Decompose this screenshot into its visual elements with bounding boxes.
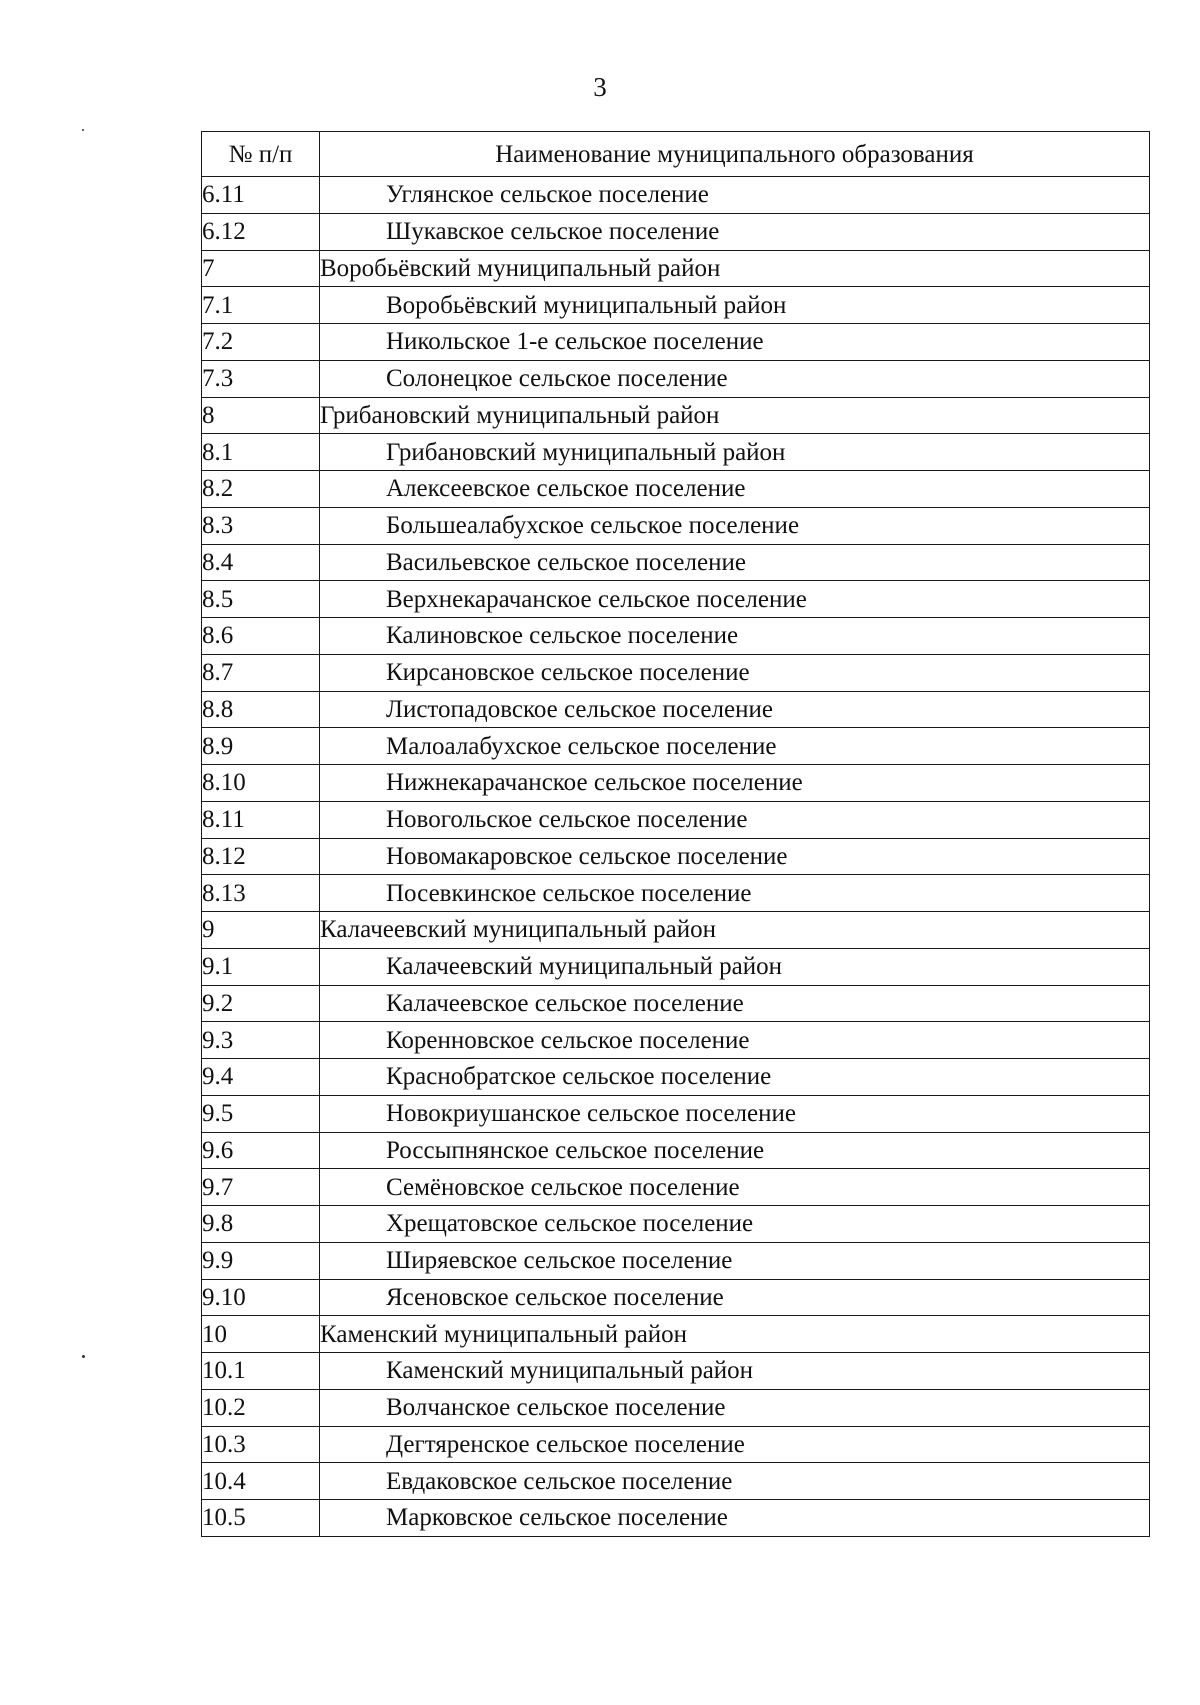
municipality-name: Калачеевский муниципальный район bbox=[320, 948, 1150, 985]
row-number: 10.2 bbox=[202, 1389, 320, 1426]
municipality-name: Евдаковское сельское поселение bbox=[320, 1463, 1150, 1500]
municipality-name: Новогольское сельское поселение bbox=[320, 801, 1150, 838]
row-number: 8.9 bbox=[202, 728, 320, 765]
table-row bbox=[202, 1132, 1150, 1169]
row-number: 10.3 bbox=[202, 1426, 320, 1463]
municipality-name: Большеалабухское сельское поселение bbox=[320, 507, 1150, 544]
table-row bbox=[202, 287, 1150, 324]
table-row bbox=[202, 654, 1150, 691]
table-row bbox=[202, 250, 1150, 287]
municipality-name: Калачеевское сельское поселение bbox=[320, 985, 1150, 1022]
scan-speck bbox=[82, 129, 84, 131]
municipality-name: Кирсановское сельское поселение bbox=[320, 654, 1150, 691]
table-row bbox=[202, 1389, 1150, 1426]
row-number: 9.10 bbox=[202, 1279, 320, 1316]
row-number: 9.3 bbox=[202, 1022, 320, 1059]
municipality-name: Марковское сельское поселение bbox=[320, 1500, 1150, 1537]
row-number: 9.1 bbox=[202, 948, 320, 985]
table-row bbox=[202, 507, 1150, 544]
table-row bbox=[202, 324, 1150, 361]
table-row bbox=[202, 544, 1150, 581]
row-number: 9.4 bbox=[202, 1059, 320, 1096]
table-row bbox=[202, 213, 1150, 250]
table-row bbox=[202, 1022, 1150, 1059]
municipality-name: Россыпнянское сельское поселение bbox=[320, 1132, 1150, 1169]
municipality-name: Воробьёвский муниципальный район bbox=[320, 287, 1150, 324]
table-row bbox=[202, 765, 1150, 802]
row-number: 7 bbox=[202, 250, 320, 287]
municipality-name: Коренновское сельское поселение bbox=[320, 1022, 1150, 1059]
row-number: 8.3 bbox=[202, 507, 320, 544]
table-row bbox=[202, 1500, 1150, 1537]
row-number: 9.6 bbox=[202, 1132, 320, 1169]
municipality-name: Семёновское сельское поселение bbox=[320, 1169, 1150, 1206]
table-header-row bbox=[202, 132, 1150, 177]
table-row bbox=[202, 618, 1150, 655]
row-number: 8.1 bbox=[202, 434, 320, 471]
table-row bbox=[202, 1169, 1150, 1206]
row-number: 9.9 bbox=[202, 1242, 320, 1279]
municipality-name: Нижнекарачанское сельское поселение bbox=[320, 765, 1150, 802]
table-row bbox=[202, 838, 1150, 875]
table-row bbox=[202, 471, 1150, 508]
row-number: 10.1 bbox=[202, 1353, 320, 1390]
table-row bbox=[202, 1206, 1150, 1243]
municipality-name: Волчанское сельское поселение bbox=[320, 1389, 1150, 1426]
municipality-name: Каменский муниципальный район bbox=[320, 1316, 1150, 1353]
municipality-name: Грибановский муниципальный район bbox=[320, 397, 1150, 434]
municipality-name: Грибановский муниципальный район bbox=[320, 434, 1150, 471]
municipality-name: Хрещатовское сельское поселение bbox=[320, 1206, 1150, 1243]
row-number: 8.4 bbox=[202, 544, 320, 581]
row-number: 9.5 bbox=[202, 1095, 320, 1132]
municipality-name: Верхнекарачанское сельское поселение bbox=[320, 581, 1150, 618]
row-number: 9.8 bbox=[202, 1206, 320, 1243]
row-number: 8 bbox=[202, 397, 320, 434]
column-header-name: Наименование муниципального образования bbox=[320, 132, 1150, 177]
table-row bbox=[202, 875, 1150, 912]
municipality-name: Калачеевский муниципальный район bbox=[320, 912, 1150, 949]
municipality-name: Новокриушанское сельское поселение bbox=[320, 1095, 1150, 1132]
row-number: 8.5 bbox=[202, 581, 320, 618]
table-row bbox=[202, 728, 1150, 765]
municipalities-table bbox=[201, 131, 1150, 1537]
row-number: 9 bbox=[202, 912, 320, 949]
municipality-name: Дегтяренское сельское поселение bbox=[320, 1426, 1150, 1463]
row-number: 8.11 bbox=[202, 801, 320, 838]
municipality-name: Малоалабухское сельское поселение bbox=[320, 728, 1150, 765]
row-number: 7.2 bbox=[202, 324, 320, 361]
municipality-name: Краснобратское сельское поселение bbox=[320, 1059, 1150, 1096]
municipality-name: Ширяевское сельское поселение bbox=[320, 1242, 1150, 1279]
municipality-name: Листопадовское сельское поселение bbox=[320, 691, 1150, 728]
table-row bbox=[202, 801, 1150, 838]
table-row bbox=[202, 948, 1150, 985]
scan-speck bbox=[82, 1355, 85, 1358]
municipality-name: Никольское 1-е сельское поселение bbox=[320, 324, 1150, 361]
municipality-name: Новомакаровское сельское поселение bbox=[320, 838, 1150, 875]
row-number: 7.3 bbox=[202, 360, 320, 397]
row-number: 8.10 bbox=[202, 765, 320, 802]
municipality-name: Шукавское сельское поселение bbox=[320, 213, 1150, 250]
row-number: 8.2 bbox=[202, 471, 320, 508]
row-number: 10.4 bbox=[202, 1463, 320, 1500]
table-row bbox=[202, 1242, 1150, 1279]
row-number: 8.7 bbox=[202, 654, 320, 691]
municipality-name: Васильевское сельское поселение bbox=[320, 544, 1150, 581]
table-row bbox=[202, 1426, 1150, 1463]
table-row bbox=[202, 691, 1150, 728]
row-number: 8.13 bbox=[202, 875, 320, 912]
row-number: 8.8 bbox=[202, 691, 320, 728]
municipality-name: Углянское сельское поселение bbox=[320, 177, 1150, 214]
column-header-number: № п/п bbox=[202, 132, 320, 177]
table-row bbox=[202, 1463, 1150, 1500]
row-number: 7.1 bbox=[202, 287, 320, 324]
table-row bbox=[202, 434, 1150, 471]
table-row bbox=[202, 1316, 1150, 1353]
row-number: 9.7 bbox=[202, 1169, 320, 1206]
municipality-name: Воробьёвский муниципальный район bbox=[320, 250, 1150, 287]
municipality-name: Ясеновское сельское поселение bbox=[320, 1279, 1150, 1316]
municipality-name: Алексеевское сельское поселение bbox=[320, 471, 1150, 508]
table-row bbox=[202, 1095, 1150, 1132]
row-number: 10.5 bbox=[202, 1500, 320, 1537]
table-row bbox=[202, 1279, 1150, 1316]
table-row bbox=[202, 1353, 1150, 1390]
municipality-name: Каменский муниципальный район bbox=[320, 1353, 1150, 1390]
table-row bbox=[202, 1059, 1150, 1096]
table-row bbox=[202, 397, 1150, 434]
row-number: 9.2 bbox=[202, 985, 320, 1022]
municipality-name: Калиновское сельское поселение bbox=[320, 618, 1150, 655]
table-row bbox=[202, 985, 1150, 1022]
table-row bbox=[202, 177, 1150, 214]
table-row bbox=[202, 912, 1150, 949]
row-number: 8.12 bbox=[202, 838, 320, 875]
row-number: 10 bbox=[202, 1316, 320, 1353]
table-body bbox=[202, 177, 1150, 1537]
row-number: 6.11 bbox=[202, 177, 320, 214]
municipality-name: Солонецкое сельское поселение bbox=[320, 360, 1150, 397]
page-number: 3 bbox=[593, 72, 607, 102]
row-number: 6.12 bbox=[202, 213, 320, 250]
municipality-name: Посевкинское сельское поселение bbox=[320, 875, 1150, 912]
row-number: 8.6 bbox=[202, 618, 320, 655]
table-row bbox=[202, 581, 1150, 618]
table-row bbox=[202, 360, 1150, 397]
